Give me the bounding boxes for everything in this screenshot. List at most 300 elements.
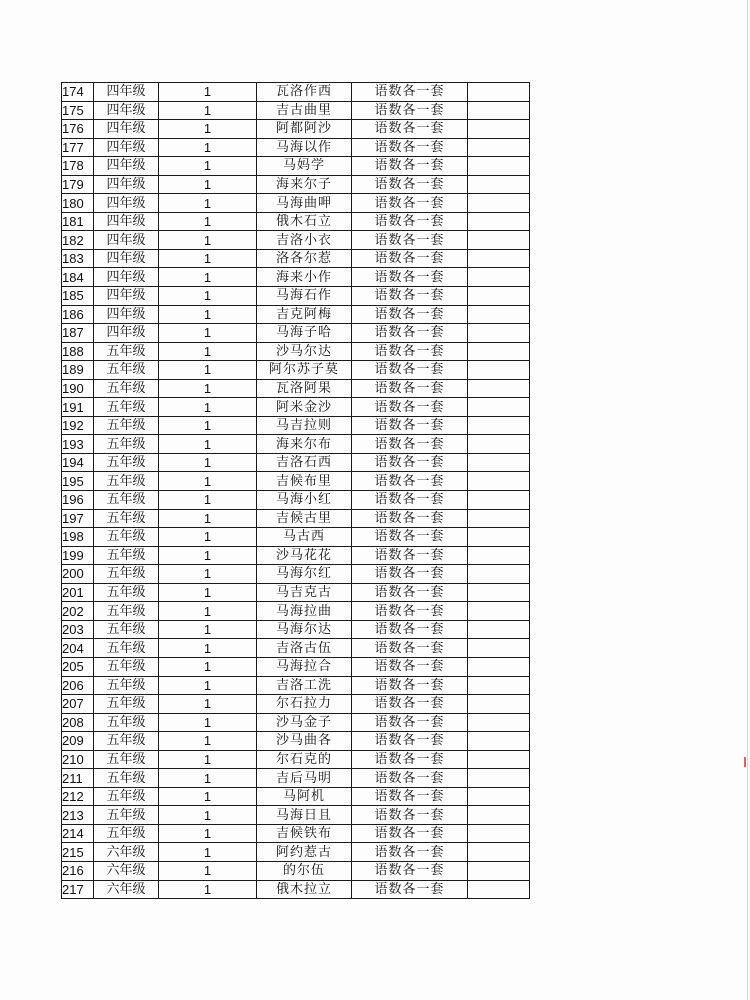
row-number: 195	[62, 472, 94, 491]
student-name-cell: 吉洛石西	[257, 453, 352, 472]
student-name-cell: 吉洛工洗	[257, 676, 352, 695]
student-name-cell: 马海石作	[257, 287, 352, 306]
row-number: 215	[62, 843, 94, 862]
table-row	[62, 435, 530, 454]
student-name-cell: 瓦洛作西	[257, 83, 352, 102]
grade-cell: 四年级	[94, 324, 159, 343]
student-name-cell: 马妈学	[257, 157, 352, 176]
note-cell	[468, 305, 530, 324]
item-cell: 语数各一套	[352, 583, 468, 602]
item-cell: 语数各一套	[352, 175, 468, 194]
quantity-cell: 1	[159, 639, 257, 658]
item-cell: 语数各一套	[352, 602, 468, 621]
note-cell	[468, 843, 530, 862]
student-name-cell: 阿约惹古	[257, 843, 352, 862]
note-cell	[468, 83, 530, 102]
note-cell	[468, 287, 530, 306]
item-cell: 语数各一套	[352, 472, 468, 491]
row-number: 187	[62, 324, 94, 343]
quantity-cell: 1	[159, 287, 257, 306]
note-cell	[468, 379, 530, 398]
grade-cell: 六年级	[94, 861, 159, 880]
note-cell	[468, 157, 530, 176]
student-name-cell: 阿米金沙	[257, 398, 352, 417]
item-cell: 语数各一套	[352, 657, 468, 676]
quantity-cell: 1	[159, 342, 257, 361]
note-cell	[468, 806, 530, 825]
quantity-cell: 1	[159, 268, 257, 287]
quantity-cell: 1	[159, 305, 257, 324]
item-cell: 语数各一套	[352, 435, 468, 454]
grade-cell: 五年级	[94, 361, 159, 380]
student-name-cell: 洛各尔惹	[257, 249, 352, 268]
student-name-cell: 吉候布里	[257, 472, 352, 491]
table-row	[62, 212, 530, 231]
item-cell: 语数各一套	[352, 324, 468, 343]
student-name-cell: 马吉拉则	[257, 416, 352, 435]
quantity-cell: 1	[159, 565, 257, 584]
student-name-cell: 吉后马明	[257, 769, 352, 788]
note-cell	[468, 101, 530, 120]
student-name-cell: 沙马金子	[257, 713, 352, 732]
table-row	[62, 732, 530, 751]
row-number: 207	[62, 695, 94, 714]
table-row	[62, 880, 530, 899]
note-cell	[468, 361, 530, 380]
row-number: 185	[62, 287, 94, 306]
quantity-cell: 1	[159, 83, 257, 102]
note-cell	[468, 565, 530, 584]
student-name-cell: 马海日且	[257, 806, 352, 825]
note-cell	[468, 750, 530, 769]
grade-cell: 四年级	[94, 268, 159, 287]
student-name-cell: 吉候古里	[257, 509, 352, 528]
item-cell: 语数各一套	[352, 676, 468, 695]
table-row	[62, 305, 530, 324]
row-number: 186	[62, 305, 94, 324]
item-cell: 语数各一套	[352, 212, 468, 231]
student-name-cell: 马海尔红	[257, 565, 352, 584]
grade-cell: 五年级	[94, 435, 159, 454]
note-cell	[468, 824, 530, 843]
note-cell	[468, 620, 530, 639]
item-cell: 语数各一套	[352, 824, 468, 843]
item-cell: 语数各一套	[352, 620, 468, 639]
student-name-cell: 马海子哈	[257, 324, 352, 343]
row-number: 206	[62, 676, 94, 695]
row-number: 198	[62, 528, 94, 547]
grade-cell: 五年级	[94, 695, 159, 714]
student-name-cell: 的尔伍	[257, 861, 352, 880]
quantity-cell: 1	[159, 843, 257, 862]
quantity-cell: 1	[159, 787, 257, 806]
item-cell: 语数各一套	[352, 194, 468, 213]
row-number: 181	[62, 212, 94, 231]
item-cell: 语数各一套	[352, 287, 468, 306]
table-row	[62, 565, 530, 584]
table-row	[62, 249, 530, 268]
table-row	[62, 231, 530, 250]
table-row	[62, 861, 530, 880]
quantity-cell: 1	[159, 398, 257, 417]
quantity-cell: 1	[159, 583, 257, 602]
note-cell	[468, 194, 530, 213]
note-cell	[468, 695, 530, 714]
student-name-cell: 吉洛小衣	[257, 231, 352, 250]
quantity-cell: 1	[159, 101, 257, 120]
item-cell: 语数各一套	[352, 695, 468, 714]
table-row	[62, 138, 530, 157]
quantity-cell: 1	[159, 472, 257, 491]
table-row	[62, 194, 530, 213]
quantity-cell: 1	[159, 379, 257, 398]
grade-cell: 六年级	[94, 843, 159, 862]
row-number: 210	[62, 750, 94, 769]
row-number: 208	[62, 713, 94, 732]
quantity-cell: 1	[159, 750, 257, 769]
quantity-cell: 1	[159, 120, 257, 139]
student-name-cell: 吉候铁布	[257, 824, 352, 843]
grade-cell: 四年级	[94, 249, 159, 268]
grade-cell: 四年级	[94, 101, 159, 120]
grade-cell: 五年级	[94, 472, 159, 491]
row-number: 182	[62, 231, 94, 250]
item-cell: 语数各一套	[352, 639, 468, 658]
table-row	[62, 361, 530, 380]
row-number: 196	[62, 491, 94, 510]
note-cell	[468, 342, 530, 361]
table-row	[62, 676, 530, 695]
student-name-cell: 马海拉曲	[257, 602, 352, 621]
grade-cell: 四年级	[94, 305, 159, 324]
note-cell	[468, 639, 530, 658]
grade-cell: 四年级	[94, 120, 159, 139]
grade-cell: 五年级	[94, 379, 159, 398]
note-cell	[468, 416, 530, 435]
item-cell: 语数各一套	[352, 528, 468, 547]
note-cell	[468, 268, 530, 287]
item-cell: 语数各一套	[352, 861, 468, 880]
grade-cell: 四年级	[94, 194, 159, 213]
grade-cell: 五年级	[94, 342, 159, 361]
table-body	[62, 83, 530, 899]
row-number: 178	[62, 157, 94, 176]
item-cell: 语数各一套	[352, 565, 468, 584]
note-cell	[468, 472, 530, 491]
grade-cell: 五年级	[94, 602, 159, 621]
row-number: 188	[62, 342, 94, 361]
table-row	[62, 101, 530, 120]
student-name-cell: 瓦洛阿果	[257, 379, 352, 398]
table-row	[62, 324, 530, 343]
note-cell	[468, 453, 530, 472]
table-row	[62, 657, 530, 676]
row-number: 193	[62, 435, 94, 454]
grade-cell: 五年级	[94, 453, 159, 472]
student-name-cell: 马海拉合	[257, 657, 352, 676]
quantity-cell: 1	[159, 880, 257, 899]
note-cell	[468, 676, 530, 695]
student-name-cell: 沙马尔达	[257, 342, 352, 361]
row-number: 184	[62, 268, 94, 287]
row-number: 204	[62, 639, 94, 658]
quantity-cell: 1	[159, 695, 257, 714]
quantity-cell: 1	[159, 732, 257, 751]
row-number: 180	[62, 194, 94, 213]
student-name-cell: 马海曲呷	[257, 194, 352, 213]
note-cell	[468, 491, 530, 510]
item-cell: 语数各一套	[352, 120, 468, 139]
table-row	[62, 750, 530, 769]
note-cell	[468, 732, 530, 751]
quantity-cell: 1	[159, 361, 257, 380]
row-number: 201	[62, 583, 94, 602]
row-number: 216	[62, 861, 94, 880]
item-cell: 语数各一套	[352, 83, 468, 102]
quantity-cell: 1	[159, 824, 257, 843]
item-cell: 语数各一套	[352, 249, 468, 268]
student-name-cell: 海来尔布	[257, 435, 352, 454]
student-name-cell: 阿尔苏子莫	[257, 361, 352, 380]
table-row	[62, 416, 530, 435]
quantity-cell: 1	[159, 175, 257, 194]
student-name-cell: 马吉克古	[257, 583, 352, 602]
grade-cell: 五年级	[94, 769, 159, 788]
note-cell	[468, 602, 530, 621]
table-row	[62, 639, 530, 658]
row-number: 213	[62, 806, 94, 825]
student-name-cell: 俄木拉立	[257, 880, 352, 899]
row-number: 183	[62, 249, 94, 268]
quantity-cell: 1	[159, 528, 257, 547]
table-row	[62, 546, 530, 565]
note-cell	[468, 175, 530, 194]
item-cell: 语数各一套	[352, 546, 468, 565]
grade-cell: 五年级	[94, 732, 159, 751]
note-cell	[468, 120, 530, 139]
note-cell	[468, 528, 530, 547]
student-name-cell: 沙马花花	[257, 546, 352, 565]
item-cell: 语数各一套	[352, 732, 468, 751]
table-row	[62, 824, 530, 843]
note-cell	[468, 546, 530, 565]
quantity-cell: 1	[159, 509, 257, 528]
quantity-cell: 1	[159, 231, 257, 250]
quantity-cell: 1	[159, 435, 257, 454]
grade-cell: 五年级	[94, 806, 159, 825]
row-number: 197	[62, 509, 94, 528]
item-cell: 语数各一套	[352, 101, 468, 120]
table-row	[62, 509, 530, 528]
grade-cell: 四年级	[94, 138, 159, 157]
grade-cell: 四年级	[94, 83, 159, 102]
note-cell	[468, 713, 530, 732]
grade-cell: 五年级	[94, 787, 159, 806]
item-cell: 语数各一套	[352, 769, 468, 788]
item-cell: 语数各一套	[352, 305, 468, 324]
grade-cell: 五年级	[94, 639, 159, 658]
item-cell: 语数各一套	[352, 361, 468, 380]
grade-cell: 五年级	[94, 583, 159, 602]
note-cell	[468, 861, 530, 880]
note-cell	[468, 138, 530, 157]
student-name-cell: 马海小红	[257, 491, 352, 510]
table-row	[62, 602, 530, 621]
item-cell: 语数各一套	[352, 342, 468, 361]
grade-cell: 五年级	[94, 528, 159, 547]
quantity-cell: 1	[159, 157, 257, 176]
quantity-cell: 1	[159, 602, 257, 621]
scan-red-mark	[744, 757, 746, 767]
row-number: 199	[62, 546, 94, 565]
student-name-cell: 海来尔子	[257, 175, 352, 194]
row-number: 202	[62, 602, 94, 621]
note-cell	[468, 583, 530, 602]
grade-cell: 五年级	[94, 491, 159, 510]
table-row	[62, 398, 530, 417]
student-name-cell: 沙马曲各	[257, 732, 352, 751]
item-cell: 语数各一套	[352, 453, 468, 472]
student-name-cell: 吉洛古伍	[257, 639, 352, 658]
item-cell: 语数各一套	[352, 509, 468, 528]
item-cell: 语数各一套	[352, 750, 468, 769]
student-name-cell: 马古西	[257, 528, 352, 547]
grade-cell: 五年级	[94, 750, 159, 769]
quantity-cell: 1	[159, 194, 257, 213]
table-row	[62, 583, 530, 602]
table-row	[62, 769, 530, 788]
row-number: 217	[62, 880, 94, 899]
row-number: 174	[62, 83, 94, 102]
note-cell	[468, 212, 530, 231]
item-cell: 语数各一套	[352, 398, 468, 417]
student-name-cell: 吉克阿梅	[257, 305, 352, 324]
table-row	[62, 806, 530, 825]
item-cell: 语数各一套	[352, 231, 468, 250]
item-cell: 语数各一套	[352, 138, 468, 157]
item-cell: 语数各一套	[352, 157, 468, 176]
table-row	[62, 620, 530, 639]
quantity-cell: 1	[159, 324, 257, 343]
table-row	[62, 342, 530, 361]
note-cell	[468, 249, 530, 268]
row-number: 176	[62, 120, 94, 139]
grade-cell: 五年级	[94, 546, 159, 565]
student-name-cell: 俄木石立	[257, 212, 352, 231]
row-number: 194	[62, 453, 94, 472]
note-cell	[468, 324, 530, 343]
table-row	[62, 175, 530, 194]
note-cell	[468, 787, 530, 806]
student-name-cell: 马海以作	[257, 138, 352, 157]
note-cell	[468, 880, 530, 899]
row-number: 189	[62, 361, 94, 380]
row-number: 177	[62, 138, 94, 157]
grade-cell: 六年级	[94, 880, 159, 899]
quantity-cell: 1	[159, 546, 257, 565]
table-row	[62, 379, 530, 398]
row-number: 192	[62, 416, 94, 435]
grade-cell: 五年级	[94, 416, 159, 435]
student-name-cell: 马阿机	[257, 787, 352, 806]
student-name-cell: 吉古曲里	[257, 101, 352, 120]
item-cell: 语数各一套	[352, 416, 468, 435]
row-number: 212	[62, 787, 94, 806]
student-name-cell: 尔石拉力	[257, 695, 352, 714]
table-row	[62, 787, 530, 806]
grade-cell: 四年级	[94, 175, 159, 194]
quantity-cell: 1	[159, 806, 257, 825]
row-number: 214	[62, 824, 94, 843]
quantity-cell: 1	[159, 676, 257, 695]
student-name-cell: 尔石克的	[257, 750, 352, 769]
row-number: 179	[62, 175, 94, 194]
table-row	[62, 453, 530, 472]
table-row	[62, 157, 530, 176]
table-row	[62, 843, 530, 862]
quantity-cell: 1	[159, 138, 257, 157]
item-cell: 语数各一套	[352, 491, 468, 510]
quantity-cell: 1	[159, 769, 257, 788]
table-row	[62, 120, 530, 139]
quantity-cell: 1	[159, 249, 257, 268]
table-row	[62, 713, 530, 732]
item-cell: 语数各一套	[352, 268, 468, 287]
row-number: 211	[62, 769, 94, 788]
note-cell	[468, 657, 530, 676]
grade-cell: 五年级	[94, 713, 159, 732]
distribution-table	[61, 82, 530, 899]
row-number: 175	[62, 101, 94, 120]
table-row	[62, 528, 530, 547]
table-row	[62, 491, 530, 510]
student-name-cell: 阿都阿沙	[257, 120, 352, 139]
student-name-cell: 马海尔达	[257, 620, 352, 639]
grade-cell: 四年级	[94, 231, 159, 250]
row-number: 200	[62, 565, 94, 584]
grade-cell: 四年级	[94, 212, 159, 231]
row-number: 203	[62, 620, 94, 639]
quantity-cell: 1	[159, 657, 257, 676]
note-cell	[468, 509, 530, 528]
quantity-cell: 1	[159, 416, 257, 435]
table-row	[62, 83, 530, 102]
table-row	[62, 472, 530, 491]
note-cell	[468, 398, 530, 417]
item-cell: 语数各一套	[352, 379, 468, 398]
grade-cell: 五年级	[94, 676, 159, 695]
student-name-cell: 海来小作	[257, 268, 352, 287]
row-number: 205	[62, 657, 94, 676]
grade-cell: 五年级	[94, 565, 159, 584]
item-cell: 语数各一套	[352, 806, 468, 825]
table-row	[62, 695, 530, 714]
item-cell: 语数各一套	[352, 880, 468, 899]
grade-cell: 五年级	[94, 657, 159, 676]
grade-cell: 五年级	[94, 398, 159, 417]
row-number: 191	[62, 398, 94, 417]
grade-cell: 五年级	[94, 509, 159, 528]
quantity-cell: 1	[159, 453, 257, 472]
grade-cell: 四年级	[94, 157, 159, 176]
scan-edge-line	[747, 0, 748, 1000]
item-cell: 语数各一套	[352, 787, 468, 806]
grade-cell: 五年级	[94, 824, 159, 843]
quantity-cell: 1	[159, 713, 257, 732]
grade-cell: 四年级	[94, 287, 159, 306]
table-row	[62, 287, 530, 306]
row-number: 190	[62, 379, 94, 398]
